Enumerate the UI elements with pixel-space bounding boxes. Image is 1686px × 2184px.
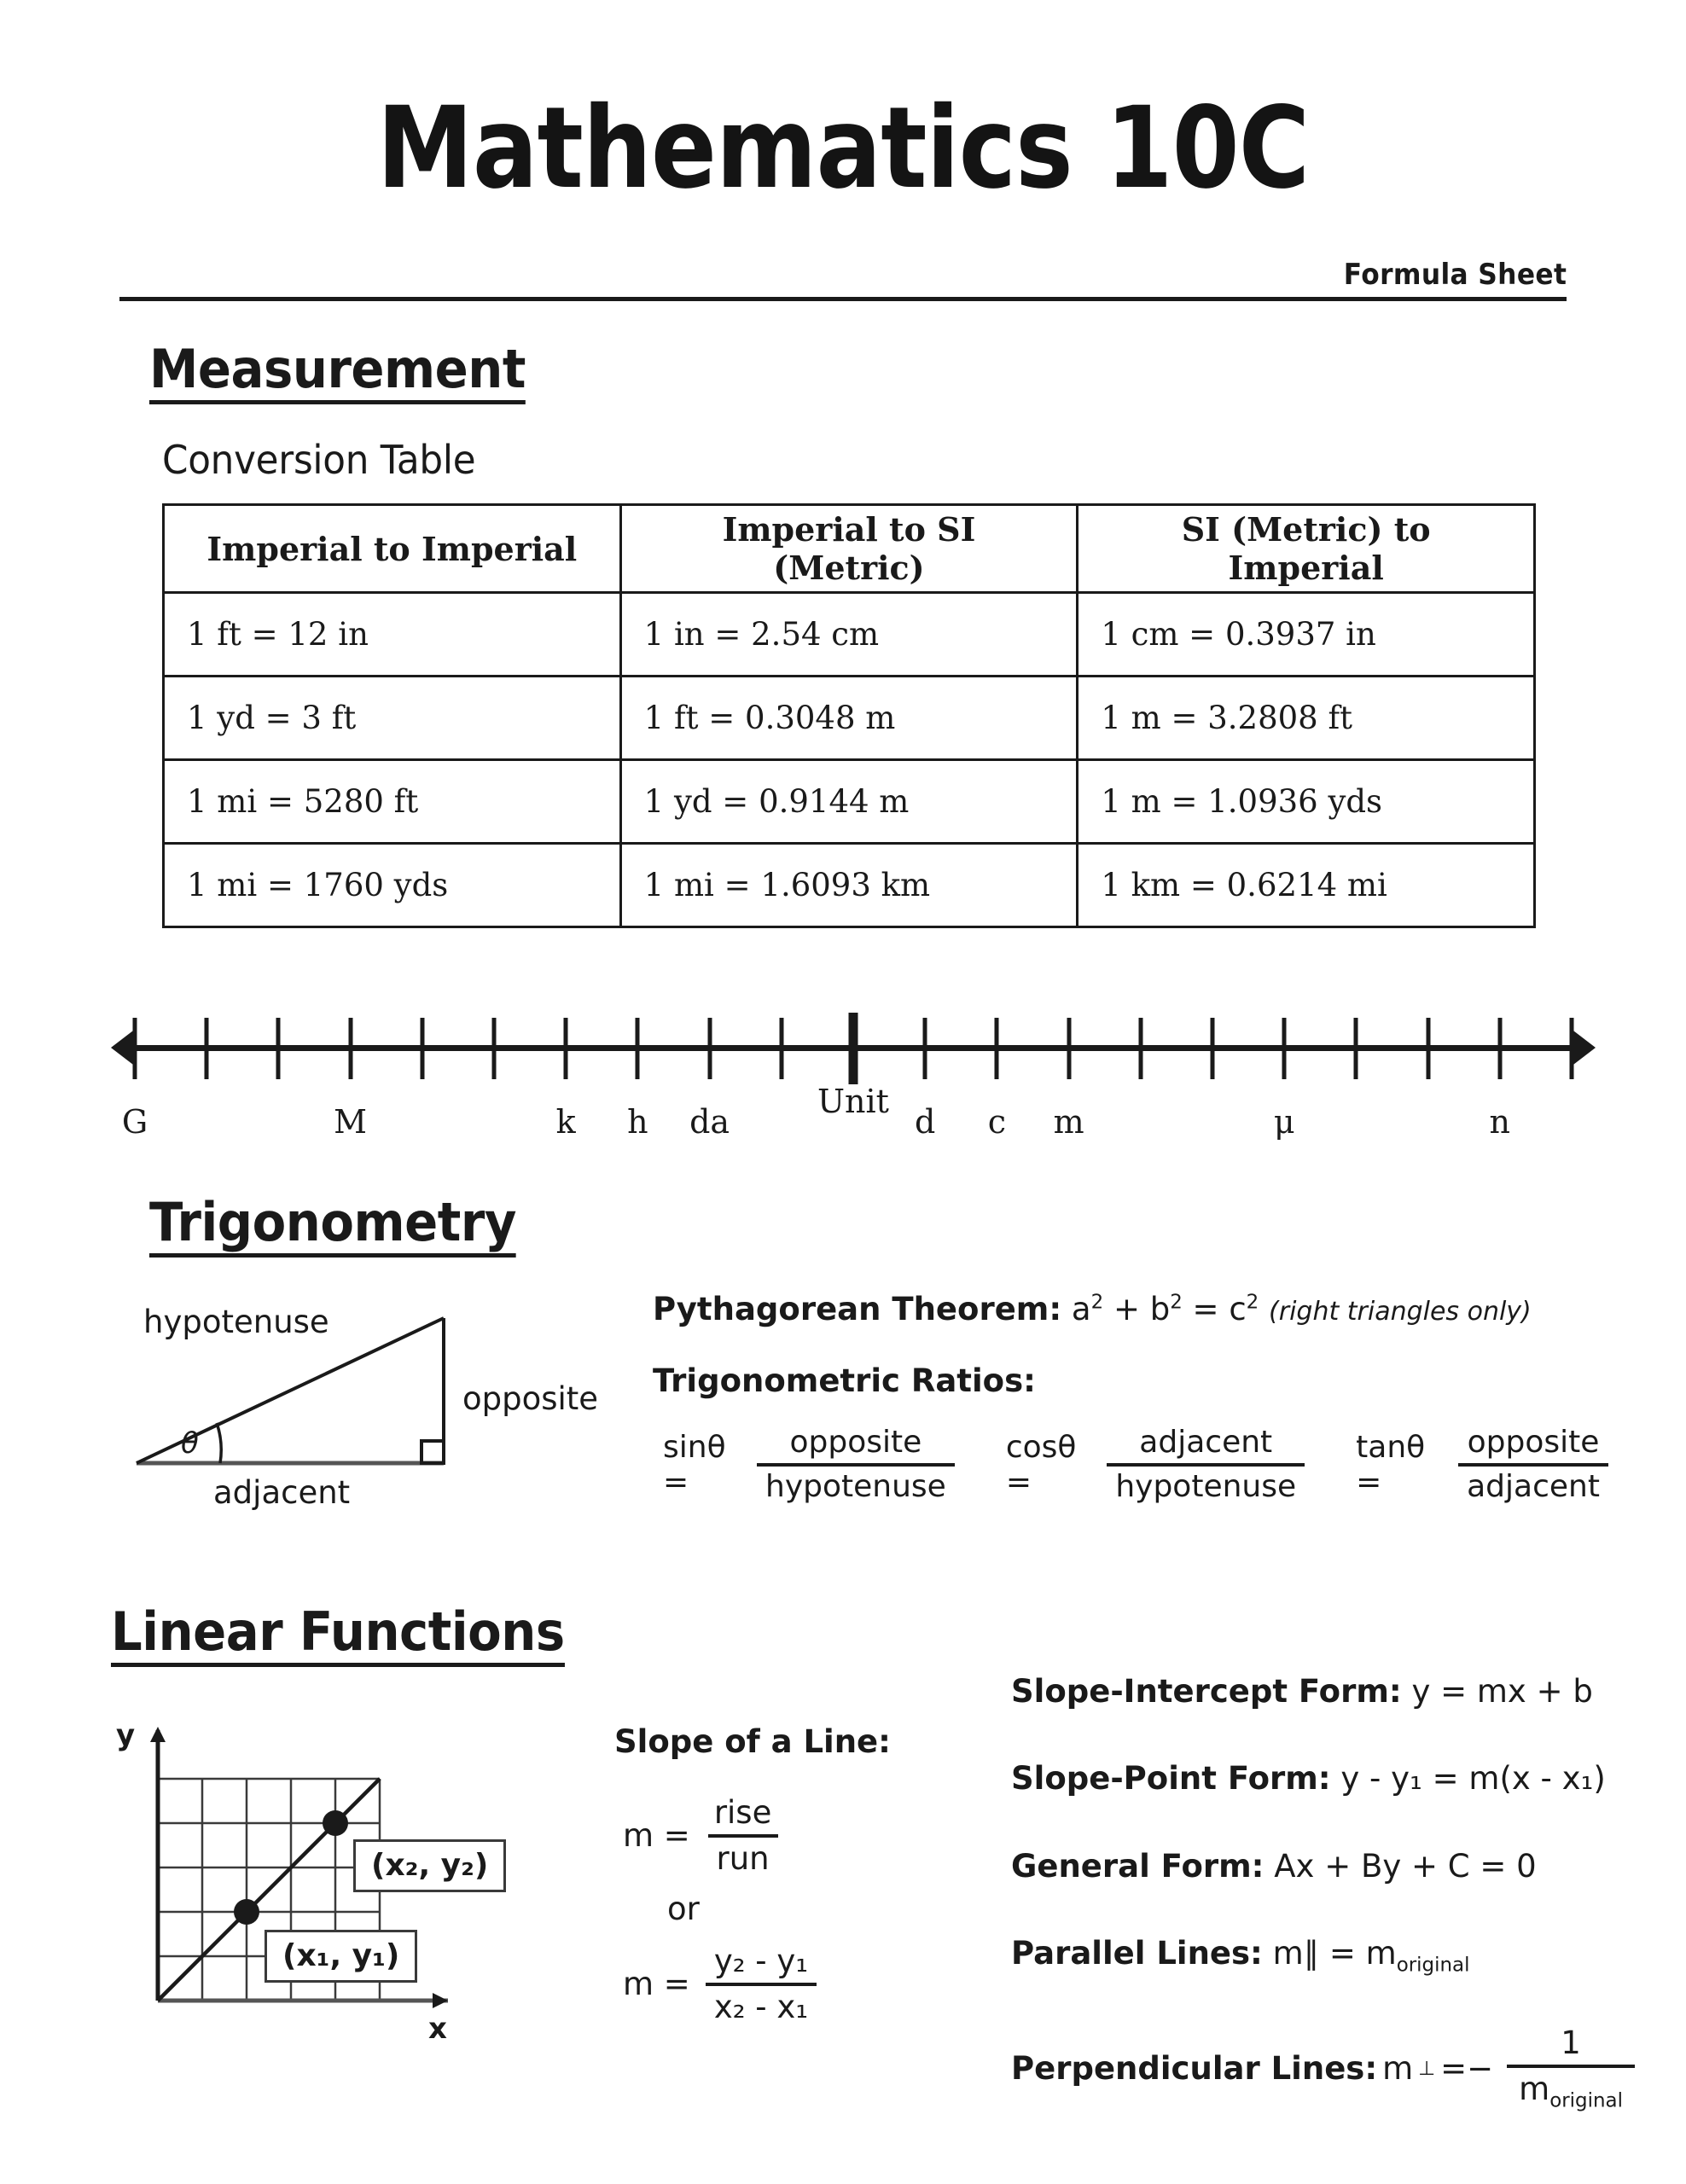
ratio-tan-denominator: adjacent [1458,1463,1608,1505]
trig-ratios-label: Trigonometric Ratios: [653,1362,1036,1399]
ratio-sin-name: sinθ = [663,1430,726,1501]
ratio-tan-fraction [1458,1425,1608,1506]
table-row [164,760,1535,844]
pythagorean-formula: $a^2 + b^2 = c^2$ [1071,1291,1259,1327]
ratio-sin-denominator: hypotenuse [757,1463,955,1505]
slope-m-label-2: m = [623,1966,690,2003]
pythagorean-label: Pythagorean Theorem: [653,1291,1062,1327]
slope-point-equation: y - y₁ = m(x - x₁) [1340,1760,1606,1798]
section-heading-trigonometry: Trigonometry [149,1194,516,1258]
two-point-denominator: x₂ - x₁ [706,1983,817,2026]
column-header: SI (Metric) to Imperial [1078,505,1535,593]
opposite-label: opposite [462,1380,599,1417]
perpendicular-lines-label: Perpendicular Lines: [1011,2049,1378,2087]
slope-or-word: or [667,1891,700,1928]
ratio-tan [1356,1425,1608,1506]
number-line-tick [1354,1018,1358,1079]
theta-label: θ [181,1426,199,1461]
ratio-cos-name: cosθ = [1005,1430,1077,1501]
point-label-1: (x₁, y₁) [265,1930,417,1983]
trigonometry-formulas [653,1288,1608,1506]
number-line-tick [1282,1018,1287,1079]
si-prefix-number-line [111,1011,1596,1147]
table-cell: 1 mi = 1.6093 km [620,844,1078,927]
table-cell: 1 km = 0.6214 mi [1078,844,1535,927]
number-line-tick [1067,1018,1071,1079]
sheet-label-rule [119,258,1567,301]
ratio-sin-fraction [757,1425,955,1506]
conversion-table-subheading: Conversion Table [162,437,476,483]
number-line-tick [707,1018,712,1079]
slope-point-label: Slope-Point Form: [1011,1760,1331,1798]
table-cell: 1 yd = 3 ft [164,677,621,760]
table-cell: 1 mi = 1760 yds [164,844,621,927]
table-cell: 1 ft = 12 in [164,593,621,677]
trig-ratios-row [653,1425,1608,1506]
conversion-table [162,503,1536,928]
number-line-label: μ [1273,1103,1295,1141]
column-header: Imperial to SI (Metric) [620,505,1078,593]
table-row [164,593,1535,677]
number-line-label: k [555,1103,576,1141]
table-cell: 1 in = 2.54 cm [620,593,1078,677]
ratio-sin-numerator: opposite [789,1424,922,1460]
point-label-2: (x₂, y₂) [353,1839,506,1892]
conversion-table-wrap [162,503,1536,928]
number-line-label: m [1053,1103,1084,1141]
slope-intercept-form-row [1011,1672,1642,1711]
perpendicular-lines-row [1011,2025,1642,2112]
number-line-label: da [689,1103,730,1141]
page-title: Mathematics 10C [376,83,1310,214]
table-cell: 1 m = 1.0936 yds [1078,760,1535,844]
slope-of-a-line-block [614,1723,973,2040]
two-point-fraction [706,1943,817,2025]
slope-two-point-equation [614,1943,973,2025]
number-line-label: h [627,1103,648,1141]
parallel-lines-label: Parallel Lines: [1011,1934,1263,1972]
table-row [164,844,1535,927]
section-heading-measurement: Measurement [149,341,526,404]
number-line-tick [1570,1018,1574,1079]
number-line-tick [492,1018,497,1079]
number-line-tick [564,1018,568,1079]
linear-functions-section [111,1600,599,1667]
pythagorean-note: (right triangles only) [1269,1297,1532,1327]
table-cell: 1 cm = 0.3937 in [1078,593,1535,677]
number-line-tick [779,1018,783,1079]
run-label: run [708,1834,778,1878]
right-triangle-figure [128,1297,606,1544]
trig-ratios-label-line [653,1360,1608,1403]
ratio-cos-fraction [1107,1425,1305,1506]
perpendicular-m: m [1382,2049,1414,2087]
ratio-tan-numerator: opposite [1467,1424,1600,1460]
number-line-label: Unit [817,1083,889,1120]
number-line-tick [1497,1018,1502,1079]
ratio-cos-numerator: adjacent [1139,1424,1273,1460]
number-line-tick [1426,1018,1430,1079]
table-cell: 1 m = 3.2808 ft [1078,677,1535,760]
slope-m-label: m = [623,1817,690,1855]
ratio-sin [663,1425,955,1506]
pythagorean-theorem-line [653,1288,1608,1331]
ratio-cos [1006,1425,1305,1506]
slope-intercept-label: Slope-Intercept Form: [1011,1673,1402,1710]
number-line-label: M [334,1103,368,1141]
x-axis-label: x [428,2012,447,2046]
parallel-original-subscript: original [1396,1954,1470,1977]
number-line-label: c [987,1103,1007,1141]
parallel-lines-row [1011,1934,1642,1978]
parallel-lines-equation: m∥ = m [1272,1934,1397,1972]
number-line-tick [420,1018,424,1079]
rise-run-fraction [706,1794,781,1877]
measurement-section [149,338,554,404]
two-point-numerator: y₂ - y₁ [713,1943,809,1980]
y-axis-label: y [116,1718,136,1752]
number-line-tick [348,1018,352,1079]
linear-graph-figure [111,1706,606,2065]
sheet-label: Formula Sheet [1343,258,1567,292]
adjacent-label: adjacent [213,1474,351,1511]
perpendicular-denominator [1507,2065,1635,2112]
perpendicular-denominator-subscript: original [1549,2089,1623,2112]
perpendicular-equals-minus: =− [1440,2049,1494,2087]
slope-rise-run-equation [614,1794,973,1877]
number-line-tick [995,1018,999,1079]
number-line-tick [923,1018,927,1079]
number-line-tick-unit [849,1013,858,1084]
number-line-label: d [915,1103,936,1141]
slope-heading: Slope of a Line: [614,1723,891,1760]
ratio-cos-denominator: hypotenuse [1107,1463,1305,1505]
perpendicular-fraction [1507,2025,1635,2112]
slope-point-form-row [1011,1759,1642,1798]
perpendicular-denominator-m: m [1519,2071,1550,2108]
number-line-tick [133,1018,137,1079]
table-header-row [164,505,1535,593]
number-line-label: G [121,1103,148,1141]
perpendicular-subscript: ⊥ [1418,2057,1436,2080]
number-line-tick [636,1018,640,1079]
number-line-label: n [1489,1103,1511,1141]
table-cell: 1 yd = 0.9144 m [620,760,1078,844]
number-line-tick [276,1018,281,1079]
ratio-tan-name: tanθ = [1356,1430,1426,1501]
section-heading-linear-functions: Linear Functions [111,1604,565,1667]
general-form-row [1011,1847,1642,1886]
table-cell: 1 mi = 5280 ft [164,760,621,844]
number-line-tick [1211,1018,1215,1079]
number-line-tick [205,1018,209,1079]
conversion-table-subheading-wrap [162,437,492,483]
trigonometry-section [149,1191,544,1258]
perpendicular-numerator: 1 [1561,2024,1581,2061]
number-line-tick [1138,1018,1142,1079]
slope-intercept-equation: y = mx + b [1411,1673,1593,1710]
general-form-equation: Ax + By + C = 0 [1274,1847,1537,1885]
line-equation-forms-block [1011,1672,1642,2160]
general-form-label: General Form: [1011,1847,1264,1885]
hypotenuse-label: hypotenuse [143,1304,329,1340]
rise-label: rise [713,1794,772,1831]
table-cell: 1 ft = 0.3048 m [620,677,1078,760]
column-header: Imperial to Imperial [164,505,621,593]
table-row [164,677,1535,760]
